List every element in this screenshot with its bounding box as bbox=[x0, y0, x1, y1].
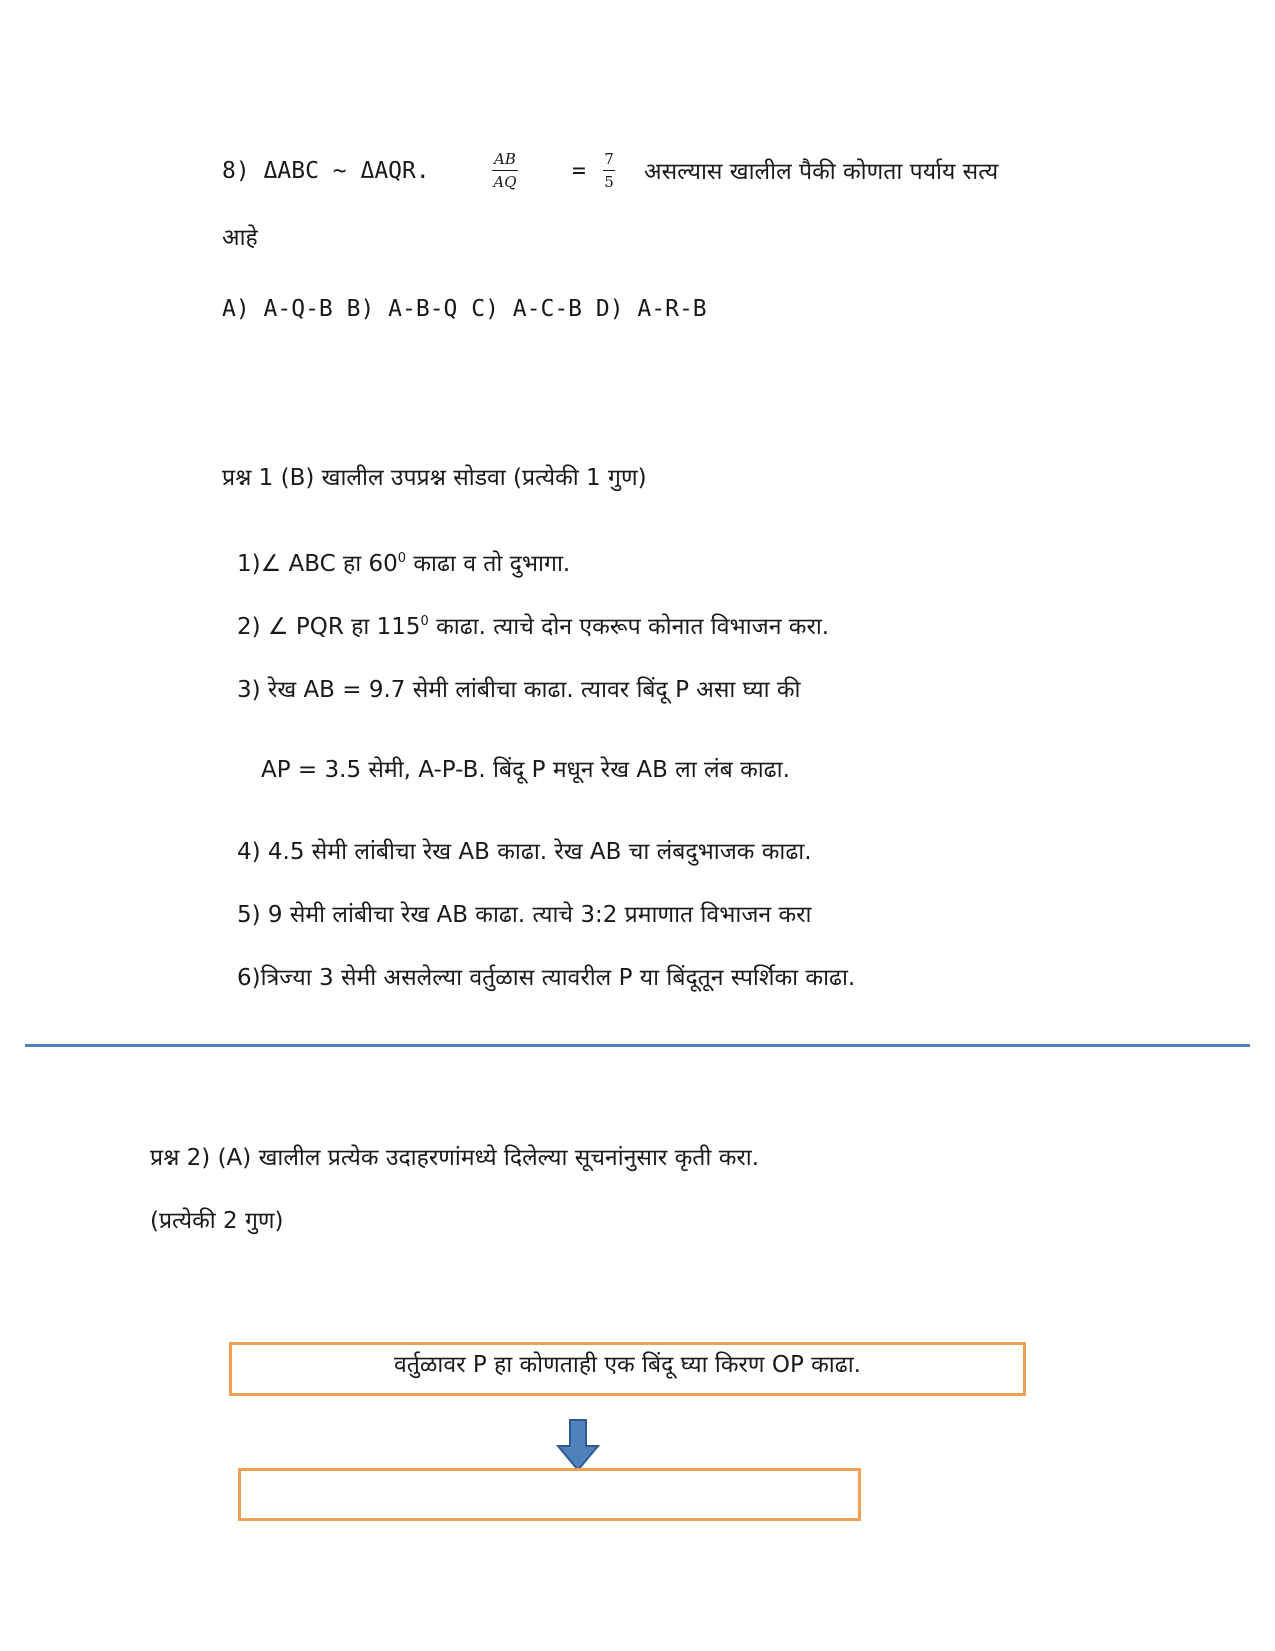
degree-superscript: 0 bbox=[420, 614, 429, 629]
fraction-bar bbox=[603, 170, 615, 171]
section-1b-item-3-continued: AP = 3.5 सेमी, A-P-B. बिंदू P मधून रेख AB ला लंब काढा. bbox=[261, 757, 790, 783]
down-arrow-icon bbox=[553, 1418, 603, 1474]
q8-text: असल्यास खालील पैकी कोणता पर्याय सत्य bbox=[644, 159, 999, 185]
section-1b-item-5: 5) 9 सेमी लांबीचा रेख AB काढा. त्याचे 3:2 प्रमाणात विभाजन करा bbox=[237, 902, 812, 928]
fraction-numerator: AB bbox=[494, 150, 516, 168]
fraction-numerator: 7 bbox=[604, 150, 614, 168]
q8-fraction-ab-aq bbox=[492, 150, 518, 191]
flow-box-1-text: वर्तुळावर P हा कोणताही एक बिंदू घ्या किरण OP काढा. bbox=[394, 1352, 861, 1378]
fraction-denominator: 5 bbox=[604, 173, 614, 191]
section-1b-item-2 bbox=[237, 609, 829, 641]
section-1b-item-6: 6)त्रिज्या 3 सेमी असलेल्या वर्तुळास त्यावरील P या बिंदूतून स्पर्शिका काढा. bbox=[237, 965, 856, 991]
q8-prefix: 8) ΔABC ~ ΔAQR. bbox=[222, 158, 430, 184]
section-2a-marks: (प्रत्येकी 2 गुण) bbox=[150, 1208, 284, 1234]
section-1b-item-3: 3) रेख AB = 9.7 सेमी लांबीचा काढा. त्यावर बिंदू P असा घ्या की bbox=[237, 677, 801, 703]
section-1b-heading: प्रश्न 1 (B) खालील उपप्रश्न सोडवा (प्रत्येकी 1 गुण) bbox=[222, 465, 647, 491]
q8-text-continued: आहे bbox=[222, 225, 258, 251]
item-text-after: काढा. त्याचे दोन एकरूप कोनात विभाजन करा. bbox=[428, 614, 830, 640]
section-1b-item-1 bbox=[237, 546, 570, 578]
q8-equals: = bbox=[572, 158, 586, 184]
item-text: 2) ∠ PQR हा 115 bbox=[237, 614, 421, 640]
flow-box-2[interactable] bbox=[238, 1468, 861, 1521]
q8-options: A) A-Q-B B) A-B-Q C) A-C-B D) A-R-B bbox=[222, 296, 707, 322]
section-1b-item-4: 4) 4.5 सेमी लांबीचा रेख AB काढा. रेख AB चा लंबदुभाजक काढा. bbox=[237, 839, 812, 865]
section-divider bbox=[25, 1044, 1250, 1047]
degree-superscript: 0 bbox=[397, 551, 407, 566]
q8-fraction-7-5 bbox=[603, 150, 615, 191]
fraction-denominator: AQ bbox=[493, 173, 517, 191]
fraction-bar bbox=[492, 170, 518, 171]
item-text: 1)∠ ABC हा 60 bbox=[237, 551, 398, 577]
item-text-after: काढा व तो दुभागा. bbox=[406, 551, 571, 577]
section-2a-heading: प्रश्न 2) (A) खालील प्रत्येक उदाहरणांमध्ये दिलेल्या सूचनांनुसार कृती करा. bbox=[150, 1145, 760, 1171]
flow-box-1 bbox=[229, 1342, 1026, 1396]
